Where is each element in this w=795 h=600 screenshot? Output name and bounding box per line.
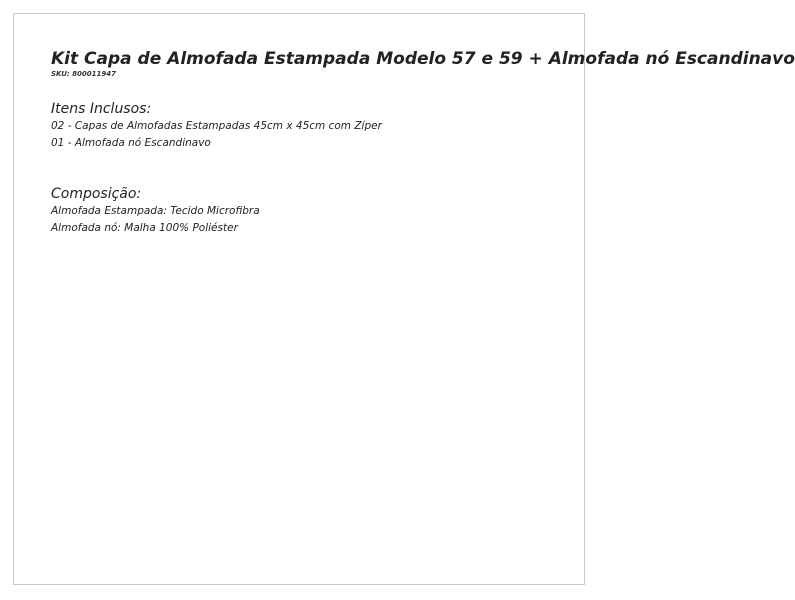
product-description-panel [13, 13, 795, 585]
itens-inclusos-section [51, 100, 611, 151]
itens-inclusos-heading: Itens Inclusos: [51, 101, 152, 117]
product-title: Kit Capa de Almofada Estampada Modelo 57 e 59 + Almofada nó Escandinavo [51, 49, 795, 69]
product-description-content [51, 48, 795, 236]
composicao-line: Almofada nó: Malha 100% Poliéster [51, 221, 238, 234]
item-line: 02 - Capas de Almofadas Estampadas 45cm x 45cm com Zíper [51, 120, 382, 132]
composicao-heading: Composição: [51, 186, 142, 202]
item-line: 01 - Almofada nó Escandinavo [51, 136, 211, 149]
composicao-section [51, 185, 611, 236]
composicao-line: Almofada Estampada: Tecido Microfibra [51, 205, 260, 217]
product-sku: SKU: 800011947 [51, 70, 116, 78]
